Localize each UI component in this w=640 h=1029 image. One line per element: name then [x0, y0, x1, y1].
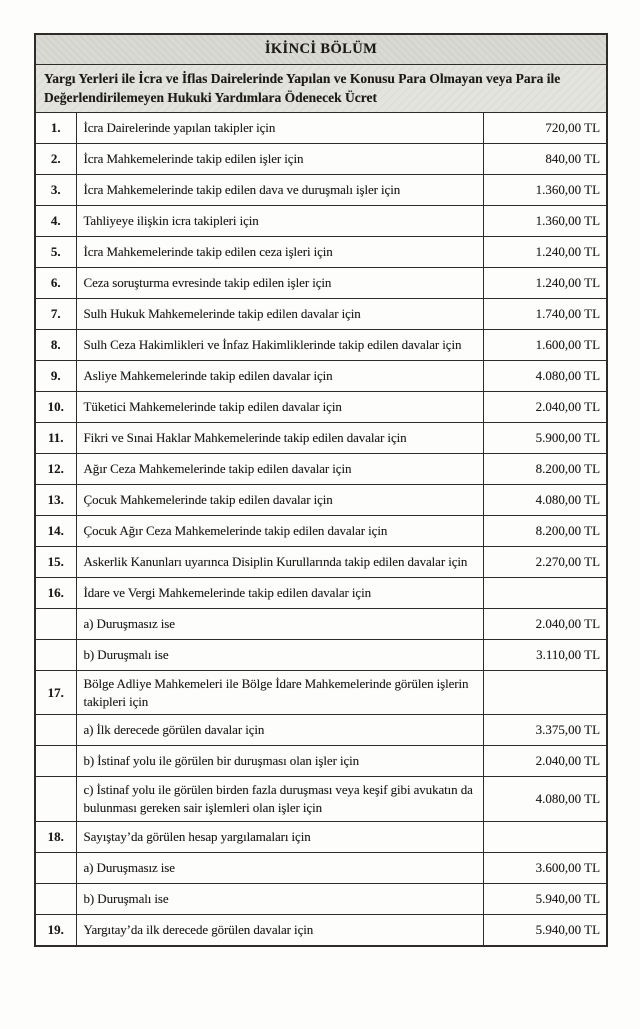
- table-subrow: [35, 883, 607, 914]
- row-description-cell: b) Duruşmalı ise: [76, 883, 483, 914]
- row-amount-cell: 3.600,00 TL: [483, 852, 607, 883]
- row-description-cell: Bölge Adliye Mahkemeleri ile Bölge İdare Mahkemelerinde görülen işlerin takipleri için: [76, 671, 483, 715]
- row-amount-cell: 5.940,00 TL: [483, 883, 607, 914]
- row-amount-cell: 4.080,00 TL: [483, 777, 607, 821]
- table-row: [35, 175, 607, 206]
- row-number-cell: [35, 746, 76, 777]
- row-number-cell: 19.: [35, 914, 76, 946]
- row-description-cell: İcra Mahkemelerinde takip edilen işler için: [76, 144, 483, 175]
- table-row: [35, 113, 607, 144]
- row-description-cell: Çocuk Ağır Ceza Mahkemelerinde takip edilen davalar için: [76, 516, 483, 547]
- row-amount-cell: [483, 821, 607, 852]
- table-row: [35, 578, 607, 609]
- row-number-cell: 5.: [35, 237, 76, 268]
- row-description-cell: İdare ve Vergi Mahkemelerinde takip edilen davalar için: [76, 578, 483, 609]
- row-number-cell: 14.: [35, 516, 76, 547]
- table-header: [35, 34, 607, 113]
- row-description-cell: Sulh Hukuk Mahkemelerinde takip edilen davalar için: [76, 299, 483, 330]
- row-description-cell: Tüketici Mahkemelerinde takip edilen davalar için: [76, 392, 483, 423]
- row-number-cell: 1.: [35, 113, 76, 144]
- row-amount-cell: 1.740,00 TL: [483, 299, 607, 330]
- row-amount-cell: 8.200,00 TL: [483, 516, 607, 547]
- table-description-row: [35, 65, 607, 113]
- table-body: [35, 113, 607, 946]
- table-row: [35, 361, 607, 392]
- row-description-cell: İcra Mahkemelerinde takip edilen dava ve duruşmalı işler için: [76, 175, 483, 206]
- row-amount-cell: 5.900,00 TL: [483, 423, 607, 454]
- row-amount-cell: 2.040,00 TL: [483, 392, 607, 423]
- row-description-cell: Askerlik Kanunları uyarınca Disiplin Kurullarında takip edilen davalar için: [76, 547, 483, 578]
- section-title: İKİNCİ BÖLÜM: [35, 34, 607, 65]
- row-number-cell: 6.: [35, 268, 76, 299]
- row-description-cell: Yargıtay’da ilk derecede görülen davalar için: [76, 914, 483, 946]
- row-amount-cell: 1.600,00 TL: [483, 330, 607, 361]
- row-amount-cell: [483, 671, 607, 715]
- row-description-cell: Sayıştay’da görülen hesap yargılamaları için: [76, 821, 483, 852]
- table-row: [35, 268, 607, 299]
- row-description-cell: b) Duruşmalı ise: [76, 640, 483, 671]
- table-row: [35, 330, 607, 361]
- table-description: Yargı Yerleri ile İcra ve İflas Dairelerinde Yapılan ve Konusu Para Olmayan veya Para ile Değerlendirilemeyen Hukuki Yardımlara Ödenecek Ücret: [35, 65, 607, 113]
- row-number-cell: 8.: [35, 330, 76, 361]
- row-number-cell: 13.: [35, 485, 76, 516]
- row-number-cell: [35, 715, 76, 746]
- row-description-cell: a) İlk derecede görülen davalar için: [76, 715, 483, 746]
- table-subrow: [35, 609, 607, 640]
- row-amount-cell: 2.270,00 TL: [483, 547, 607, 578]
- row-description-cell: Sulh Ceza Hakimlikleri ve İnfaz Hakimliklerinde takip edilen davalar için: [76, 330, 483, 361]
- row-number-cell: 11.: [35, 423, 76, 454]
- row-number-cell: [35, 777, 76, 821]
- table-row: [35, 516, 607, 547]
- row-amount-cell: 4.080,00 TL: [483, 485, 607, 516]
- row-number-cell: [35, 640, 76, 671]
- row-description-cell: a) Duruşmasız ise: [76, 609, 483, 640]
- row-description-cell: Ceza soruşturma evresinde takip edilen işler için: [76, 268, 483, 299]
- row-number-cell: [35, 883, 76, 914]
- row-number-cell: 15.: [35, 547, 76, 578]
- row-number-cell: 3.: [35, 175, 76, 206]
- row-amount-cell: 2.040,00 TL: [483, 609, 607, 640]
- table-row: [35, 392, 607, 423]
- table-subrow: [35, 777, 607, 821]
- table-row: [35, 914, 607, 946]
- row-amount-cell: 840,00 TL: [483, 144, 607, 175]
- table-row: [35, 144, 607, 175]
- row-amount-cell: 720,00 TL: [483, 113, 607, 144]
- table-row: [35, 206, 607, 237]
- row-description-cell: b) İstinaf yolu ile görülen bir duruşması olan işler için: [76, 746, 483, 777]
- row-number-cell: 10.: [35, 392, 76, 423]
- row-number-cell: 9.: [35, 361, 76, 392]
- table-row: [35, 821, 607, 852]
- row-number-cell: 2.: [35, 144, 76, 175]
- row-number-cell: [35, 852, 76, 883]
- fee-schedule-table: [34, 33, 608, 947]
- row-number-cell: 16.: [35, 578, 76, 609]
- row-number-cell: 12.: [35, 454, 76, 485]
- table-row: [35, 485, 607, 516]
- row-amount-cell: 5.940,00 TL: [483, 914, 607, 946]
- row-amount-cell: 4.080,00 TL: [483, 361, 607, 392]
- row-amount-cell: [483, 578, 607, 609]
- row-description-cell: c) İstinaf yolu ile görülen birden fazla duruşması veya keşif gibi avukatın da bulunması gereken sair işlemleri olan işler için: [76, 777, 483, 821]
- row-description-cell: Tahliyeye ilişkin icra takipleri için: [76, 206, 483, 237]
- row-amount-cell: 8.200,00 TL: [483, 454, 607, 485]
- table-subrow: [35, 715, 607, 746]
- table-subrow: [35, 640, 607, 671]
- table-row: [35, 547, 607, 578]
- table-row: [35, 454, 607, 485]
- row-number-cell: 7.: [35, 299, 76, 330]
- table-row: [35, 299, 607, 330]
- row-amount-cell: 1.240,00 TL: [483, 237, 607, 268]
- row-number-cell: 17.: [35, 671, 76, 715]
- row-description-cell: Fikri ve Sınai Haklar Mahkemelerinde takip edilen davalar için: [76, 423, 483, 454]
- row-description-cell: Asliye Mahkemelerinde takip edilen davalar için: [76, 361, 483, 392]
- row-amount-cell: 3.110,00 TL: [483, 640, 607, 671]
- row-amount-cell: 1.240,00 TL: [483, 268, 607, 299]
- row-description-cell: a) Duruşmasız ise: [76, 852, 483, 883]
- row-number-cell: 18.: [35, 821, 76, 852]
- row-number-cell: [35, 609, 76, 640]
- table-row: [35, 671, 607, 715]
- row-amount-cell: 3.375,00 TL: [483, 715, 607, 746]
- row-description-cell: Çocuk Mahkemelerinde takip edilen davalar için: [76, 485, 483, 516]
- table-row: [35, 423, 607, 454]
- row-amount-cell: 1.360,00 TL: [483, 175, 607, 206]
- row-amount-cell: 1.360,00 TL: [483, 206, 607, 237]
- row-amount-cell: 2.040,00 TL: [483, 746, 607, 777]
- table-row: [35, 237, 607, 268]
- section-title-row: [35, 34, 607, 65]
- row-description-cell: Ağır Ceza Mahkemelerinde takip edilen davalar için: [76, 454, 483, 485]
- table-subrow: [35, 852, 607, 883]
- table-subrow: [35, 746, 607, 777]
- row-description-cell: İcra Dairelerinde yapılan takipler için: [76, 113, 483, 144]
- row-number-cell: 4.: [35, 206, 76, 237]
- row-description-cell: İcra Mahkemelerinde takip edilen ceza işleri için: [76, 237, 483, 268]
